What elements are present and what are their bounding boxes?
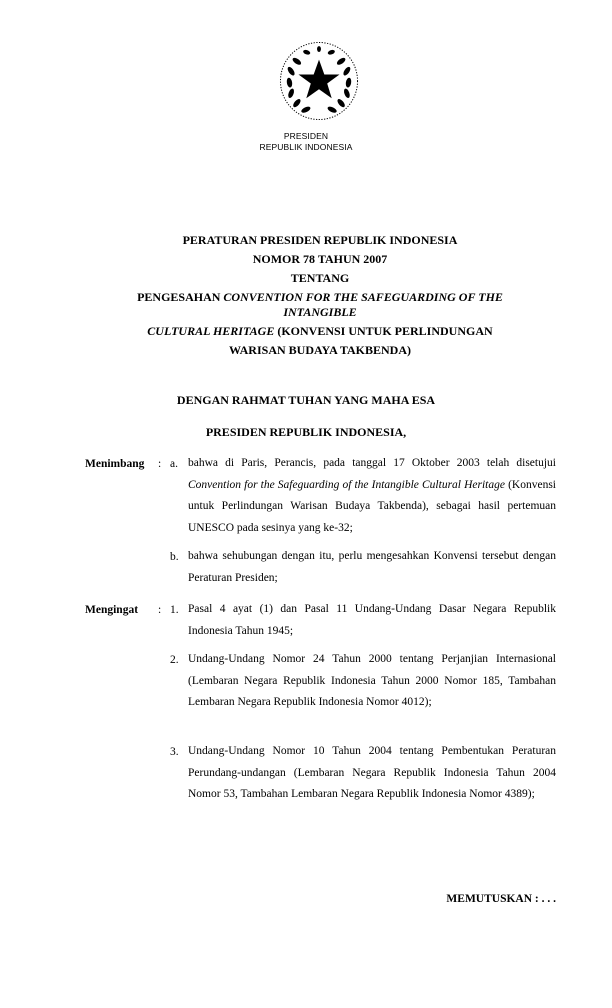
menimbang-colon: : <box>158 458 162 470</box>
mengingat-item-2-text: Undang-Undang Nomor 24 Tahun 2000 tentang Perjanjian Internasional (Lembaran Negara Republik Indonesia Tahun 2000 Nomor 185, Tambahan Lembaran Negara Republik Indonesia Nomor 4012); <box>188 653 556 708</box>
preamble-presiden: PRESIDEN REPUBLIK INDONESIA, <box>205 425 407 439</box>
title-convention-italic: CONVENTION FOR THE SAFEGUARDING OF THE <box>223 290 503 304</box>
continuation-memutuskan: MEMUTUSKAN : . . . <box>446 893 556 905</box>
menimbang-item-a-text <box>188 453 556 539</box>
title-line-warisan: WARISAN BUDAYA TAKBENDA) <box>228 343 412 357</box>
title-line-intangible: INTANGIBLE <box>283 305 357 319</box>
title-line-pengesahan <box>90 290 550 305</box>
regulation-title <box>90 233 550 362</box>
title-pengesahan-prefix: PENGESAHAN <box>137 290 224 304</box>
title-line-nomor: NOMOR 78 TAHUN 2007 <box>252 252 388 266</box>
garuda-star-emblem-icon <box>278 40 360 122</box>
preamble-rahmat: DENGAN RAHMAT TUHAN YANG MAHA ESA <box>176 393 436 407</box>
mengingat-item-1-text: Pasal 4 ayat (1) dan Pasal 11 Undang-Undang Dasar Negara Republik Indonesia Tahun 1945; <box>188 603 556 637</box>
menimbang-label: Menimbang <box>85 458 145 470</box>
menimbang-a-post: (Konvensi untuk Perlindungan Warisan Budaya Takbenda), sebagai hasil pertemuan UNESCO pada sesinya yang ke-32; <box>188 478 556 534</box>
mengingat-item-2-marker: 2. <box>170 654 179 666</box>
emblem-caption <box>0 131 612 153</box>
title-cultural-heritage-italic: CULTURAL HERITAGE <box>147 324 275 338</box>
mengingat-item-3-marker: 3. <box>170 746 179 758</box>
menimbang-item-a-marker: a. <box>170 458 178 470</box>
title-konvensi-suffix: (KONVENSI UNTUK PERLINDUNGAN <box>274 324 493 338</box>
caption-line-presiden: PRESIDEN <box>283 131 329 141</box>
caption-line-republik: REPUBLIK INDONESIA <box>259 142 353 152</box>
title-line-cultural-heritage <box>90 324 550 339</box>
title-line-1: PERATURAN PRESIDEN REPUBLIK INDONESIA <box>182 233 458 247</box>
mengingat-label: Mengingat <box>85 604 139 616</box>
menimbang-a-pre: bahwa di Paris, Perancis, pada tanggal 17 Oktober 2003 telah disetujui <box>188 457 556 469</box>
menimbang-a-italic: Convention for the Safeguarding of the Intangible Cultural Heritage <box>188 478 505 491</box>
mengingat-colon: : <box>158 604 162 616</box>
menimbang-item-b-text: bahwa sehubungan dengan itu, perlu mengesahkan Konvensi tersebut dengan Peraturan Presiden; <box>188 550 556 584</box>
title-line-tentang: TENTANG <box>290 271 350 285</box>
menimbang-item-b-marker: b. <box>170 551 179 563</box>
mengingat-item-3-text: Undang-Undang Nomor 10 Tahun 2004 tentang Pembentukan Peraturan Perundang-undangan (Lembaran Negara Republik Indonesia Tahun 2004 Nomor 53, Tambahan Lembaran Negara Republik Indonesia Nomor 4389); <box>188 745 556 800</box>
mengingat-item-1-marker: 1. <box>170 604 179 616</box>
